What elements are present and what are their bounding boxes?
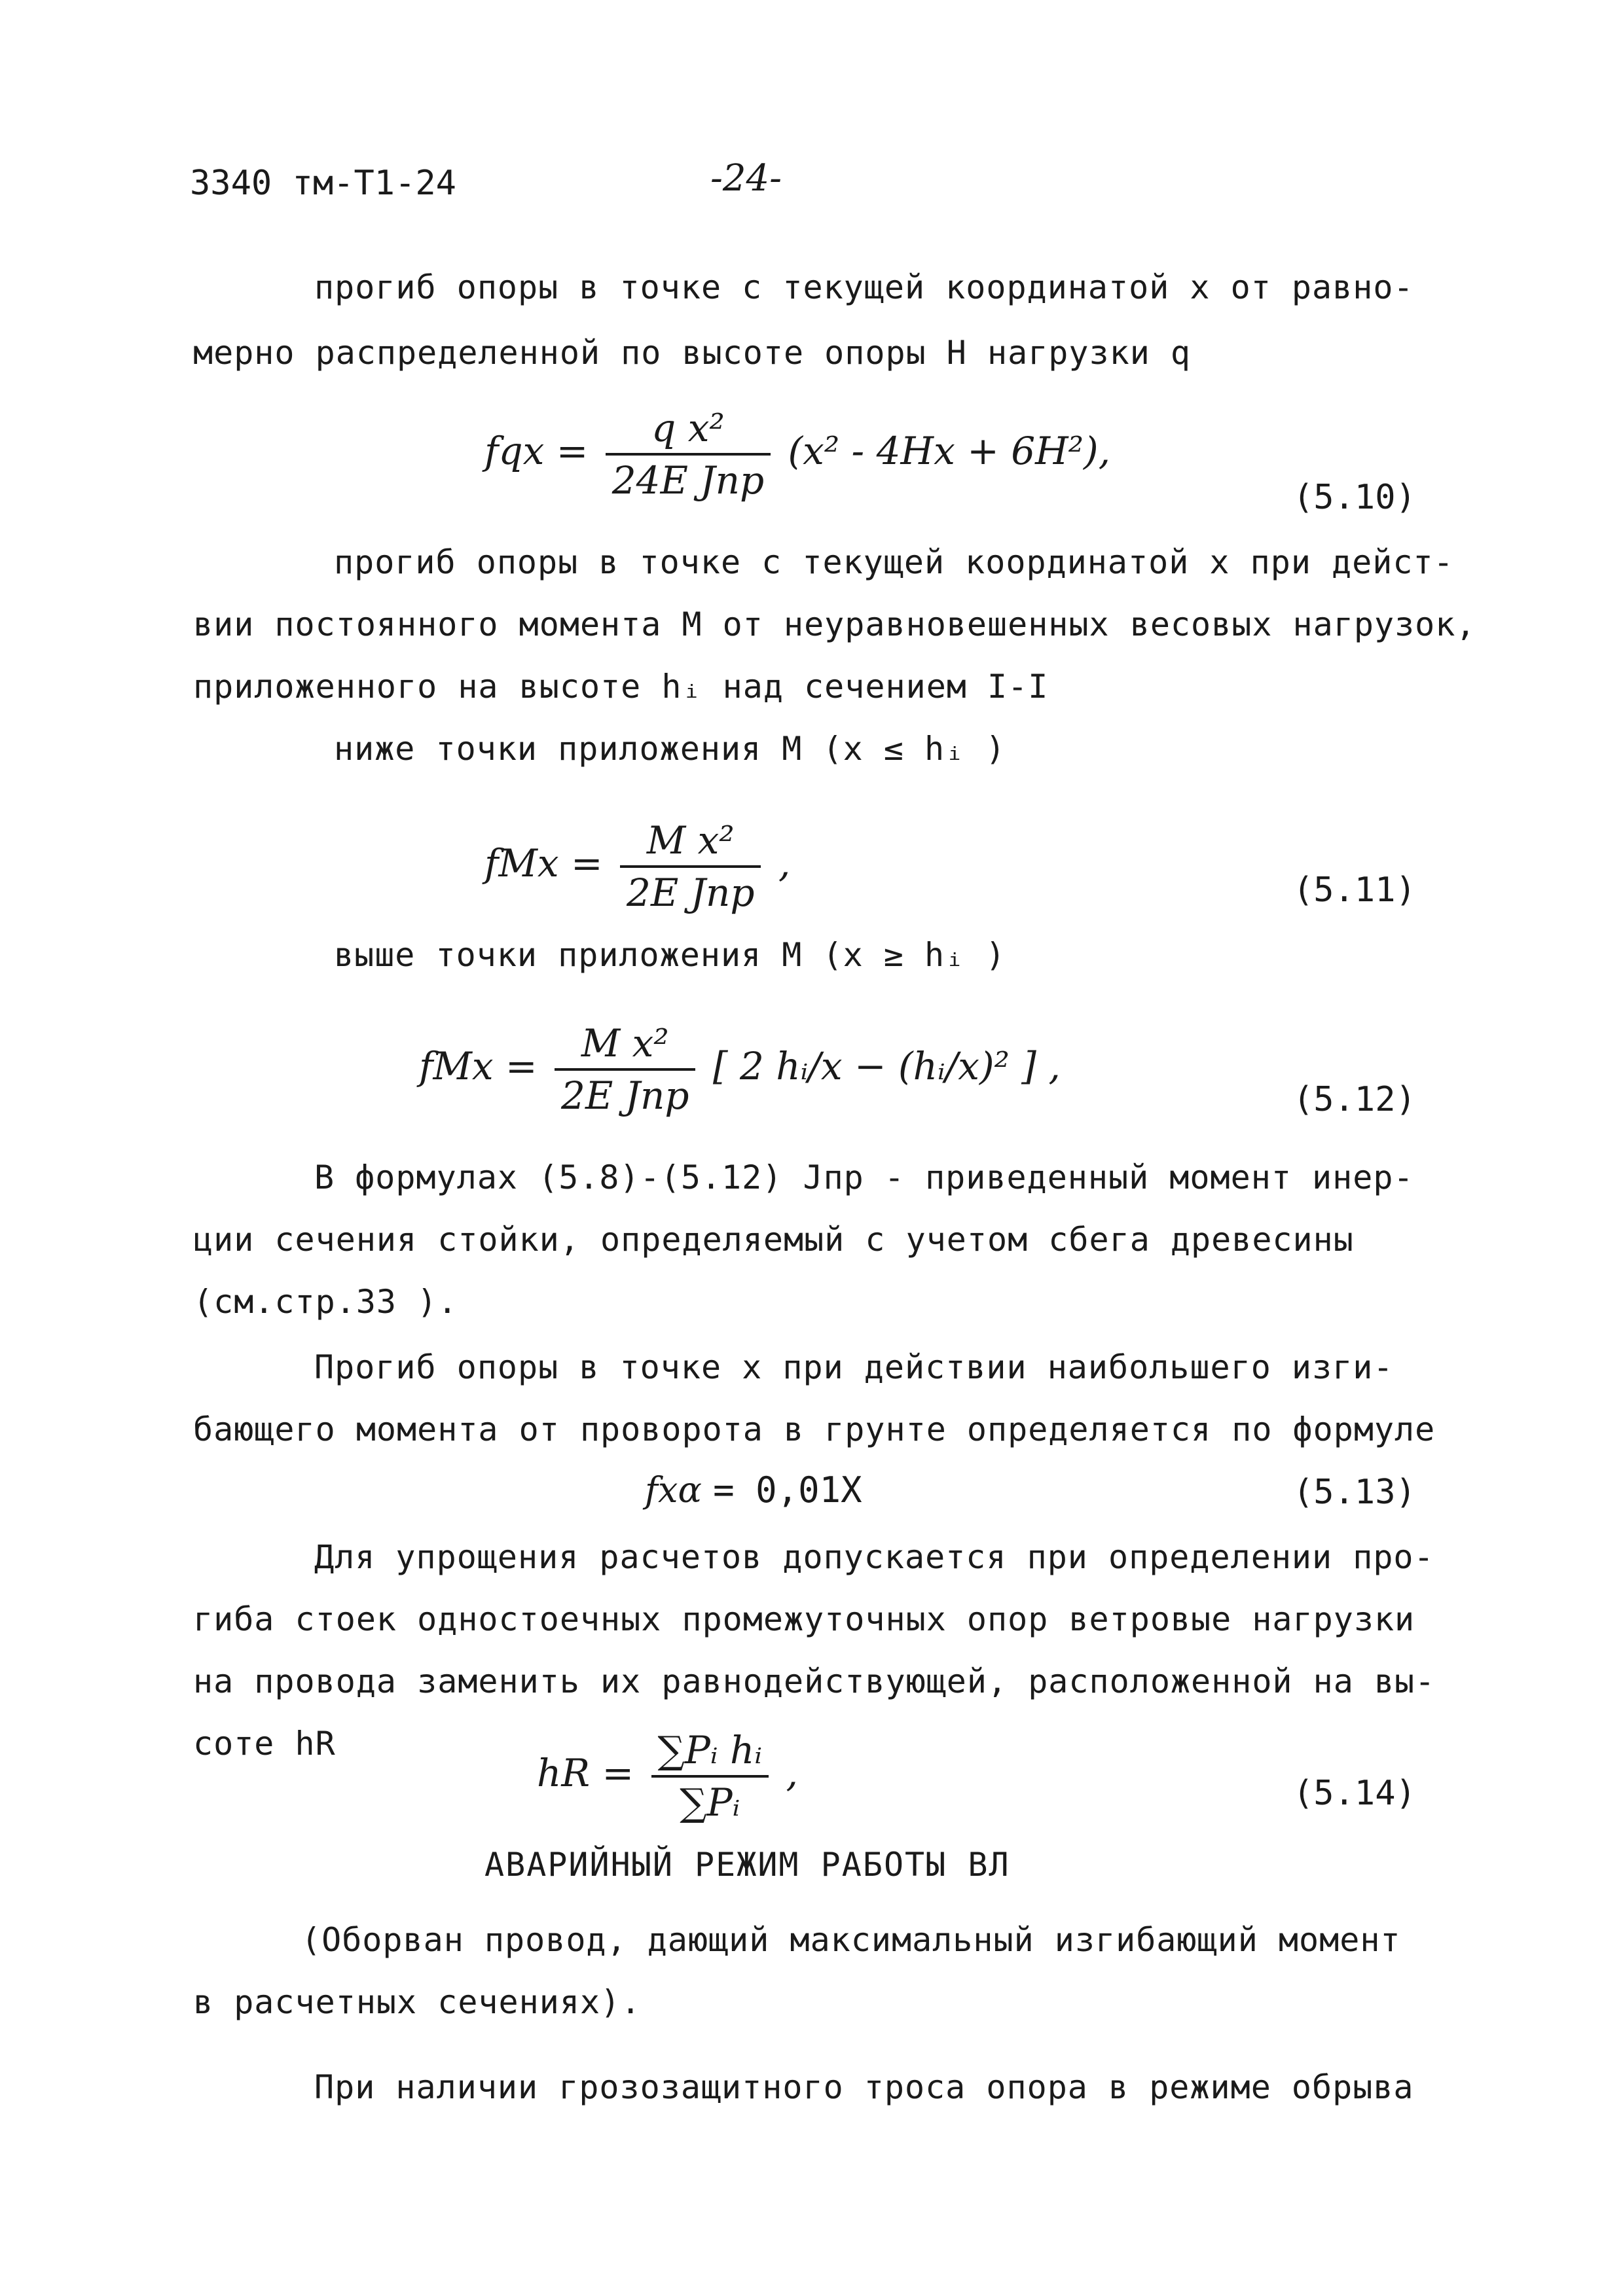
document-code: 3340 тм-Т1-24 <box>190 164 456 203</box>
formula-rest: , <box>786 1751 798 1796</box>
denominator: 24E Jпр <box>611 458 765 503</box>
text-line: на провода заменить их равнодействующей, расположенной на вы- <box>193 1662 1436 1700</box>
text-line: в расчетных сечениях). <box>193 1983 642 2021</box>
text-line: При наличии грозозащитного троса опора в режиме обрыва <box>314 2068 1414 2106</box>
formula-5-11 <box>484 818 790 915</box>
text-line: бающего момента от проворота в грунте определяется по формуле <box>193 1410 1436 1448</box>
text-line: соте hR <box>193 1725 336 1763</box>
denominator: ∑Pᵢ <box>680 1780 740 1825</box>
text-line: гиба стоек одностоечных промежуточных опор ветровые нагрузки <box>193 1600 1415 1638</box>
fraction <box>555 1021 695 1118</box>
formula-5-10 <box>484 406 1110 503</box>
numerator: q x² <box>606 406 771 456</box>
text-line: Для упрощения расчетов допускается при определении про- <box>314 1538 1434 1576</box>
text-line: Прогиб опоры в точке x при действии наибольшего изги- <box>314 1348 1394 1386</box>
formula-lhs: fxα <box>645 1469 702 1511</box>
text-line: (см.стр.33 ). <box>193 1283 458 1321</box>
text-line: ниже точки приложения М (x ≤ hᵢ ) <box>334 730 1006 768</box>
text-line: выше точки приложения М (x ≥ hᵢ ) <box>334 936 1006 974</box>
equation-number: (5.14) <box>1293 1774 1416 1813</box>
numerator: ∑Pᵢ hᵢ <box>651 1728 769 1778</box>
denominator: 2E Jпр <box>561 1073 689 1118</box>
text-line: ции сечения стойки, определяемый с учетом сбега древесины <box>193 1221 1354 1259</box>
text-line: прогиб опоры в точке с текущей координатой x при дейст- <box>334 543 1454 581</box>
formula-rest: = 0,01X <box>713 1469 862 1511</box>
equation-number: (5.12) <box>1293 1080 1416 1119</box>
formula-lhs: fMx = <box>419 1044 538 1089</box>
formula-5-14 <box>537 1728 798 1825</box>
formula-5-12 <box>419 1021 1061 1118</box>
formula-lhs: hR = <box>537 1751 634 1796</box>
formula-lhs: fqx = <box>484 429 589 474</box>
text-line: В формулах (5.8)-(5.12) Jпр - приведенный момент инер- <box>314 1158 1414 1196</box>
formula-rest: [ 2 hᵢ/x − (hᵢ/x)² ] , <box>712 1044 1061 1089</box>
text-line: прогиб опоры в точке с текущей координатой x от равно- <box>314 268 1414 306</box>
formula-rest: , <box>778 841 791 886</box>
fraction <box>606 406 771 503</box>
formula-5-13 <box>645 1469 862 1511</box>
page-number: -24- <box>710 157 782 200</box>
section-title: АВАРИЙНЫЙ РЕЖИМ РАБОТЫ ВЛ <box>484 1846 1010 1884</box>
formula-rest: (x² - 4Hx + 6H²), <box>788 429 1111 474</box>
equation-number: (5.10) <box>1293 478 1416 517</box>
text-line: (Оборван провод, дающий максимальный изгибающий момент <box>301 1921 1401 1959</box>
text-line: мерно распределенной по высоте опоры Н нагрузки q <box>193 334 1192 372</box>
denominator: 2E Jпр <box>627 870 755 915</box>
fraction <box>651 1728 769 1825</box>
equation-number: (5.11) <box>1293 870 1416 910</box>
numerator: M x² <box>555 1021 695 1071</box>
text-line: приложенного на высоте hᵢ над сечением I-I <box>193 668 1049 706</box>
text-line: вии постоянного момента М от неуравновешенных весовых нагрузок, <box>193 605 1476 643</box>
numerator: M x² <box>620 818 761 868</box>
fraction <box>620 818 761 915</box>
formula-lhs: fMx = <box>484 841 603 886</box>
equation-number: (5.13) <box>1293 1473 1416 1512</box>
